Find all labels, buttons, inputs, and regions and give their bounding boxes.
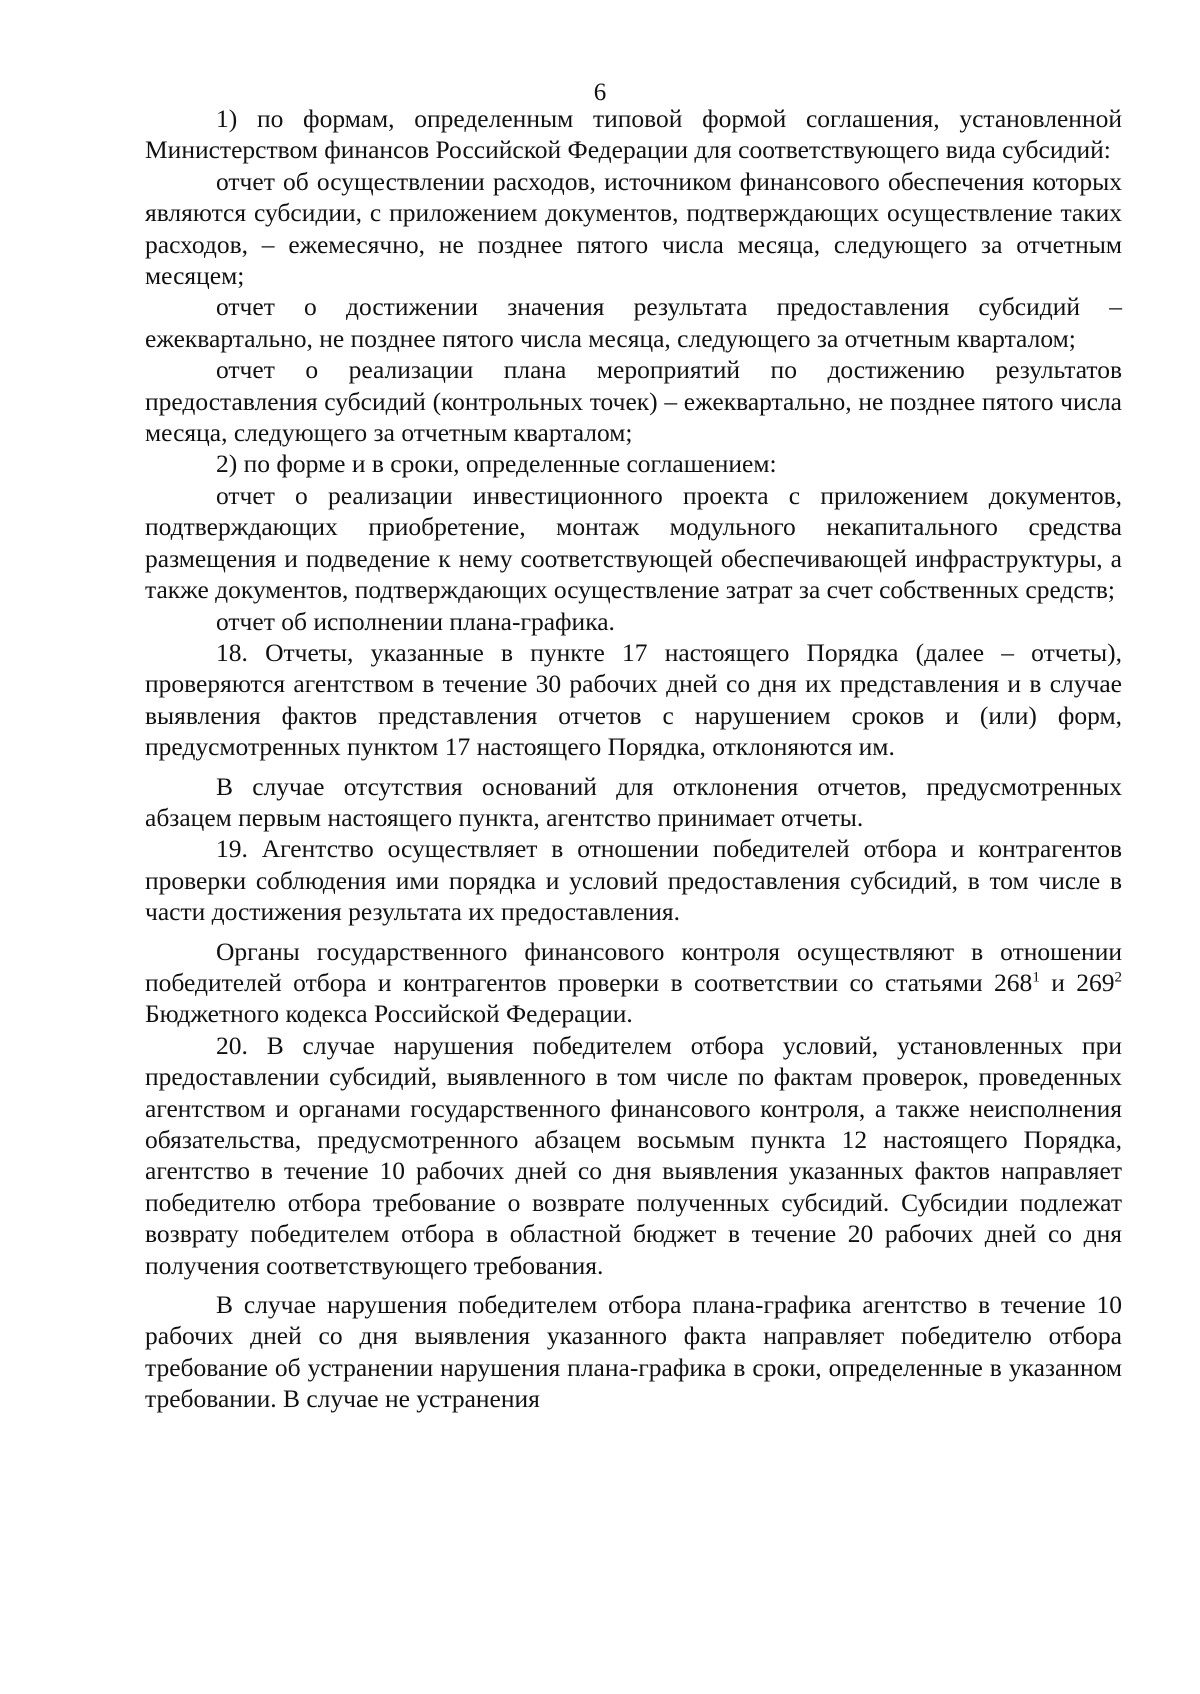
paragraph-5: 2) по форме и в сроки, определенные соглашением:: [216, 449, 777, 479]
superscript-1: 1: [1032, 969, 1040, 986]
paragraph-8: 18. Отчеты, указанные в пункте 17 настоящего Порядка (далее – отчеты), проверяются агентством в течение 30 рабочих дней со дня их представления и в случае выявления фактов представления отчетов с нарушением сроков и (или) форм, предусмотренных пунктом 17 настоящего Порядка, отклоняются им.: [145, 637, 1122, 762]
paragraph-9: В случае отсутствия оснований для отклонения отчетов, предусмотренных абзацем первым настоящего пункта, агентство принимает отчеты.: [145, 771, 1122, 832]
paragraph-11-end: Бюджетного кодекса Российской Федерации.: [145, 999, 633, 1029]
paragraph-1: 1) по формам, определенным типовой формой соглашения, установленной Министерством финансов Российской Федерации для соответствующего вида субсидий:: [145, 104, 1122, 165]
paragraph-12: 20. В случае нарушения победителем отбора условий, установленных при предоставлении субсидий, выявленного в том числе по фактам проверок, проведенных агентством и органами государственного финансового контроля, а также неисполнения обязательства, предусмотренного абзацем восьмым пункта 12 настоящего Порядка, агентство в течение 10 рабочих дней со дня выявления указанных фактов направляет победителю отбора требование о возврате полученных субсидий. Субсидии подлежат возврату победителем отбора в областной бюджет в течение 20 рабочих дней со дня получения соответствующего требования.: [145, 1030, 1122, 1280]
paragraph-7: отчет об исполнении плана-графика.: [216, 606, 615, 636]
paragraph-11: [145, 936, 1122, 1030]
paragraph-11-text: Органы государственного финансового контроля осуществляют в отношении победителей отбора и контрагентов проверки в соответствии со статьями 268: [145, 936, 1122, 997]
page-number: 6: [593, 79, 607, 106]
document-body: [145, 103, 1122, 1415]
superscript-2: 2: [1114, 969, 1122, 986]
paragraph-11-mid: и 269: [1039, 967, 1115, 997]
paragraph-2: отчет об осуществлении расходов, источником финансового обеспечения которых являются субсидии, с приложением документов, подтверждающих осуществление таких расходов, – ежемесячно, не позднее пятого числа месяца, следующего за отчетным месяцем;: [145, 166, 1122, 291]
paragraph-10: 19. Агентство осуществляет в отношении победителей отбора и контрагентов проверки соблюдения ими порядка и условий предоставления субсидий, в том числе в части достижения результата их предоставления.: [145, 834, 1122, 927]
paragraph-13: В случае нарушения победителем отбора плана-графика агентство в течение 10 рабочих дней со дня выявления указанного факта направляет победителю отбора требование об устранении нарушения плана-графика в сроки, определенные в указанном требовании. В случае не устранения: [145, 1290, 1122, 1414]
paragraph-3: отчет о достижении значения результата предоставления субсидий – ежеквартально, не позднее пятого числа месяца, следующего за отчетным кварталом;: [145, 292, 1122, 353]
paragraph-6: отчет о реализации инвестиционного проекта с приложением документов, подтверждающих приобретение, монтаж модульного некапитального средства размещения и подведение к нему соответствующей обеспечивающей инфраструктуры, а также документов, подтверждающих осуществление затрат за счет собственных средств;: [145, 480, 1122, 605]
paragraph-4: отчет о реализации плана мероприятий по достижению результатов предоставления субсидий (контрольных точек) – ежеквартально, не позднее пятого числа месяца, следующего за отчетным кварталом;: [145, 355, 1122, 448]
